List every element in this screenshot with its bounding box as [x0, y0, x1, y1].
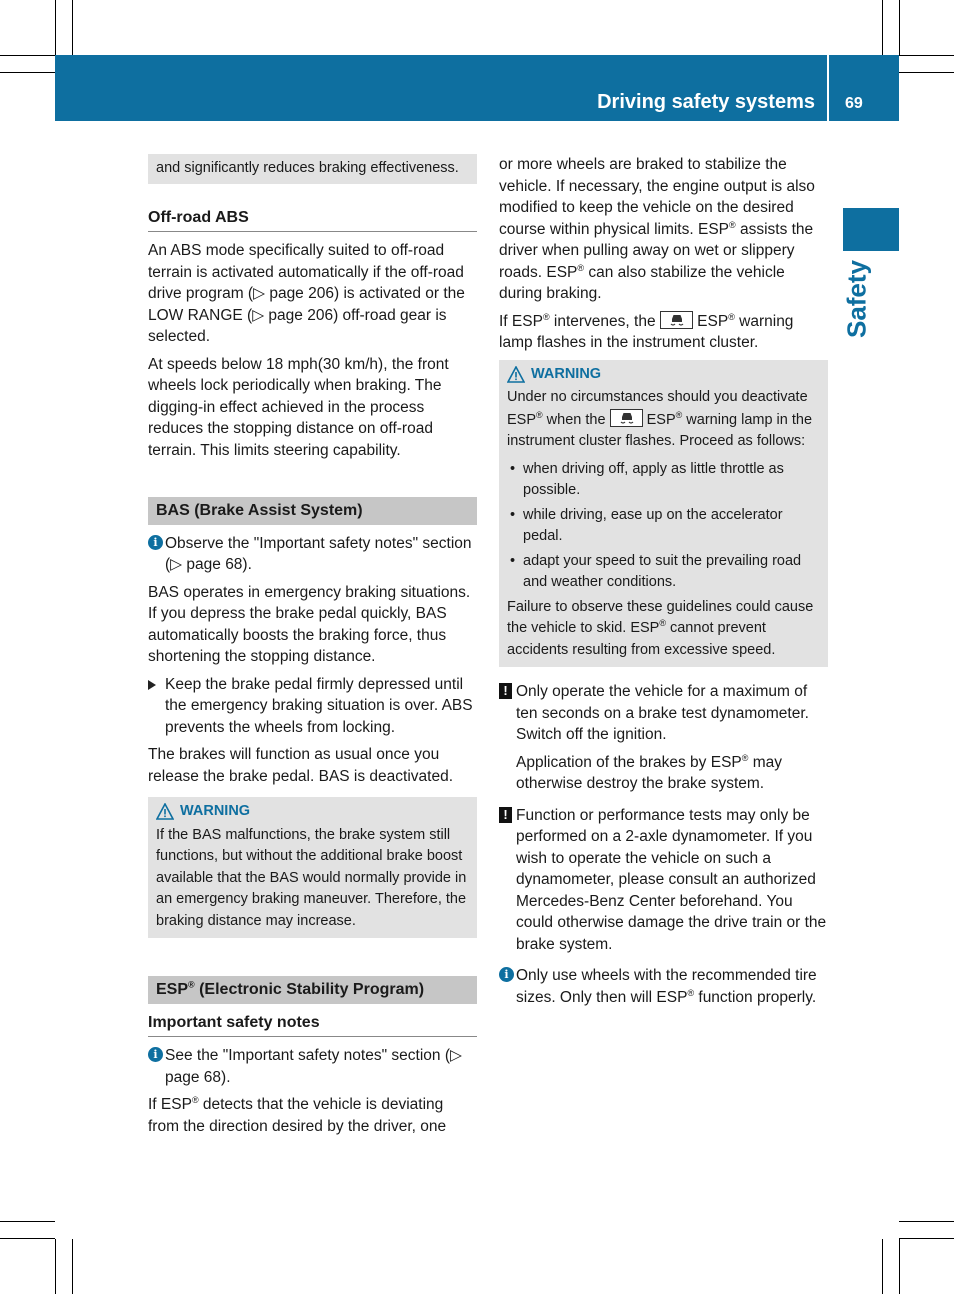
paragraph: If ESP® intervenes, the ESP® warning lamp flashes in the instrument cluster.: [499, 311, 794, 351]
paragraph: or more wheels are braked to stabilize the vehicle. If necessary, the engine output is also modified to keep the vehicle on the desired course within physical limits. ESP® assists the driver when pulling away on wet or slippery roads. ESP® can also stabilize the vehicle during braking.: [499, 156, 815, 302]
section-heading-esp: ESP® (Electronic Stability Program): [148, 976, 477, 1004]
warning-text: If the BAS malfunctions, the brake system still functions, but without the additional brake boost available that the BAS would normally provide in an emergency braking maneuver. Therefore, the braking distance may increase.: [156, 826, 467, 929]
exclamation-icon: !: [499, 807, 512, 823]
page-header: [55, 55, 899, 121]
crop-mark: [0, 1221, 55, 1222]
warning-heading: WARNING: [507, 364, 820, 386]
left-column: [148, 154, 477, 1143]
chapter-title: Driving safety systems: [597, 91, 815, 113]
caution-note: ! Function or performance tests may only be performed on a 2-axle dynamometer. If you wish to operate the vehicle on such a dynamometer, please consult an authorized Mercedes-Benz Center beforehand. You could otherwise damage the drive train or the brake system.: [499, 805, 828, 956]
paragraph: At speeds below 18 mph(30 km/h), the front wheels lock periodically when braking. The digging-in effect achieved in the process reduces the stopping distance on off-road terrain. This limits steering capability.: [148, 355, 449, 459]
section-label: Safety: [841, 259, 872, 339]
crop-mark: [899, 1221, 954, 1222]
warning-box: [148, 797, 477, 938]
info-note: i See the "Important safety notes" section (▷ page 68).: [148, 1045, 477, 1088]
warning-text: Failure to observe these guidelines could cause the vehicle to skid. ESP® cannot prevent accidents resulting from excessive speed.: [507, 598, 814, 658]
instruction-step: Keep the brake pedal firmly depressed until the emergency braking situation is over. ABS prevents the wheels from locking.: [148, 674, 477, 739]
list-item: • while driving, ease up on the accelerator pedal.: [507, 505, 820, 548]
list-item: • adapt your speed to suit the prevailing road and weather conditions.: [507, 551, 820, 594]
paragraph: Application of the brakes by ESP® may otherwise destroy the brake system.: [516, 752, 782, 792]
crop-mark: [899, 0, 900, 55]
paragraph: The brakes will function as usual once you release the brake pedal. BAS is deactivated.: [148, 746, 454, 785]
crop-mark: [0, 1238, 55, 1239]
crop-mark: [72, 1239, 73, 1294]
step-arrow-icon: [148, 680, 156, 690]
crop-mark: [0, 72, 55, 73]
crop-mark: [55, 1239, 56, 1294]
warning-heading: WARNING: [156, 801, 469, 823]
crop-mark: [0, 55, 55, 56]
warning-triangle-icon: [507, 366, 525, 383]
list-item: • when driving off, apply as little throttle as possible.: [507, 459, 820, 502]
info-icon: i: [148, 1047, 163, 1062]
crop-mark: [899, 1239, 900, 1294]
crop-mark: [72, 0, 73, 55]
crop-mark: [882, 0, 883, 55]
esp-warning-lamp-icon: [610, 409, 643, 427]
warning-text: Under no circumstances should you deactivate ESP® when the ESP® warning lamp in the instrument cluster flashes. Proceed as follows:: [507, 389, 813, 449]
section-tab: [843, 208, 899, 251]
page-number: 69: [845, 95, 863, 112]
crop-mark: [899, 72, 954, 73]
paragraph: An ABS mode specifically suited to off-road terrain is activated automatically if the off-road drive program (▷ page 206) is activated or the LOW RANGE (▷ page 206) off-road gear is selected.: [148, 242, 465, 345]
crop-mark: [899, 55, 954, 56]
subheading-safety-notes: Important safety notes: [148, 1012, 477, 1038]
paragraph: If ESP® detects that the vehicle is deviating from the direction desired by the driver, one: [148, 1094, 447, 1135]
exclamation-icon: !: [499, 683, 512, 699]
paragraph: BAS operates in emergency braking situations. If you depress the brake pedal quickly, BAS automatically boosts the braking force, thus shortening the stopping distance.: [148, 583, 471, 665]
esp-warning-lamp-icon: [660, 311, 693, 329]
section-heading-bas: BAS (Brake Assist System): [148, 497, 477, 525]
info-icon: i: [148, 535, 163, 550]
header-divider: [827, 55, 829, 121]
crop-mark: [882, 1239, 883, 1294]
crop-mark: [55, 0, 56, 55]
right-column: [499, 154, 828, 1014]
caution-note: ! Only operate the vehicle for a maximum of ten seconds on a brake test dynamometer. Switch off the ignition.: [499, 681, 828, 746]
subheading-offroad-abs: Off-road ABS: [148, 207, 477, 233]
warning-triangle-icon: [156, 803, 174, 820]
info-note: i Only use wheels with the recommended tire sizes. Only then will ESP® function properly.: [499, 965, 828, 1008]
info-icon: i: [499, 967, 514, 982]
info-note: i Observe the "Important safety notes" section (▷ page 68).: [148, 533, 477, 576]
continued-warning-box: and significantly reduces braking effectiveness.: [148, 154, 477, 184]
crop-mark: [899, 1238, 954, 1239]
warning-box: [499, 360, 828, 668]
